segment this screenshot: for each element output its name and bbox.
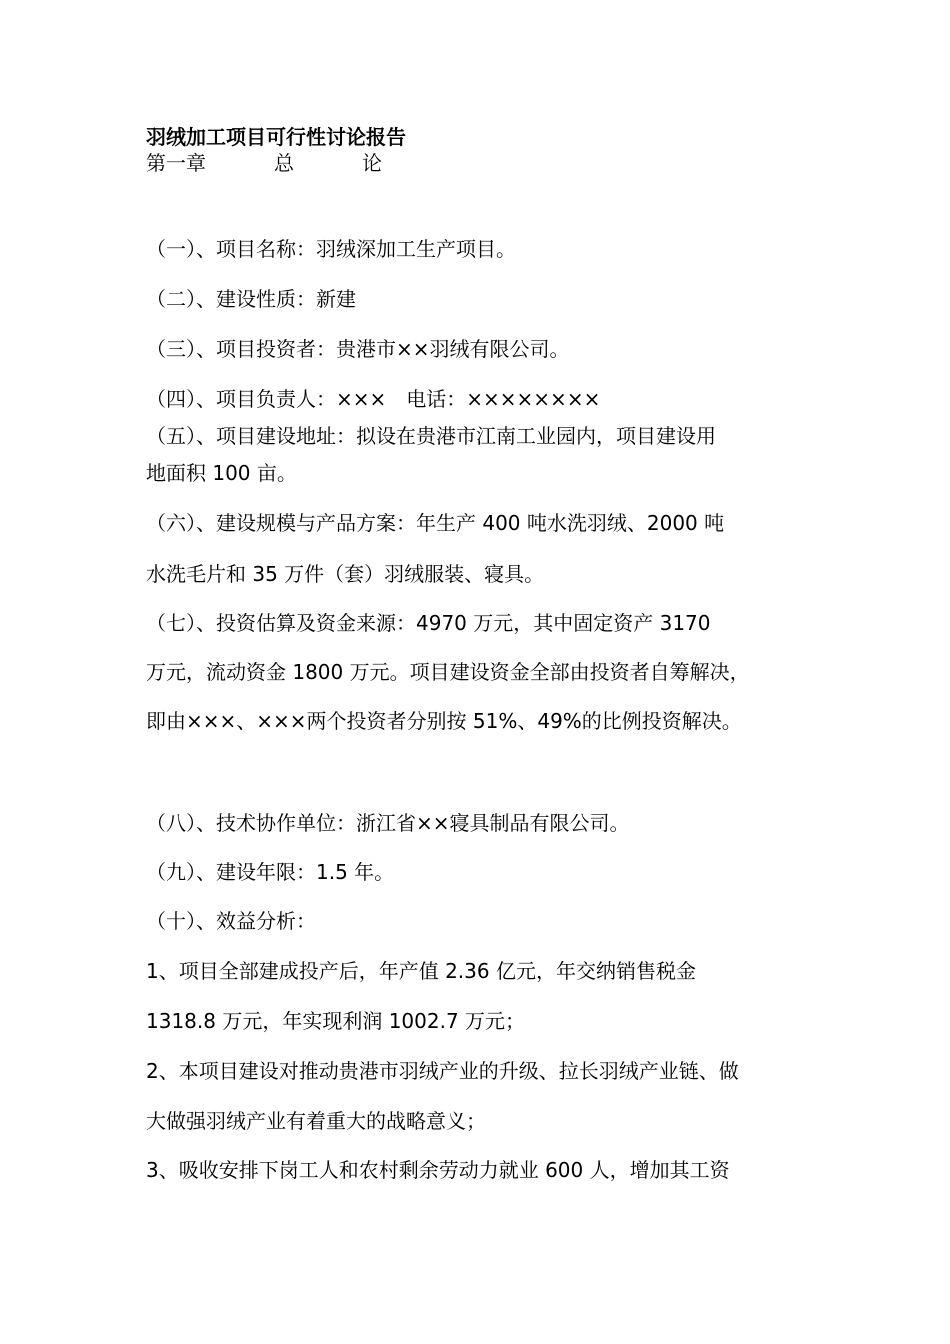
benefit-1-line2: 1318.8 万元，年实现利润 1002.7 万元； bbox=[146, 1009, 526, 1033]
chapter-name-part1: 总 bbox=[274, 151, 294, 175]
chapter-number: 第一章 bbox=[146, 151, 206, 175]
item-construction-type: （二）、建设性质：新建 bbox=[146, 287, 356, 311]
item-scale-line2: 水洗毛片和 35 万件（套）羽绒服装、寝具。 bbox=[146, 562, 545, 586]
item-duration: （九）、建设年限：1.5 年。 bbox=[146, 860, 395, 884]
item-project-name: （一）、项目名称：羽绒深加工生产项目。 bbox=[146, 237, 516, 261]
item-scale-line1: （六）、建设规模与产品方案：年生产 400 吨水洗羽绒、2000 吨 bbox=[146, 511, 725, 535]
item-investment-line1: （七）、投资估算及资金来源：4970 万元，其中固定资产 3170 bbox=[146, 611, 711, 635]
chapter-name-part2: 论 bbox=[362, 151, 382, 175]
item-investment-line3: 即由×××、×××两个投资者分别按 51%、49%的比例投资解决。 bbox=[146, 709, 742, 733]
benefit-3-line1: 3、吸收安排下岗工人和农村剩余劳动力就业 600 人，增加其工资 bbox=[146, 1158, 730, 1182]
item-investor: （三）、项目投资者：贵港市××羽绒有限公司。 bbox=[146, 337, 570, 361]
document-title: 羽绒加工项目可行性讨论报告 bbox=[146, 125, 406, 149]
item-project-leader: （四）、项目负责人：××× 电话：×××××××× bbox=[146, 387, 601, 411]
item-benefit-heading: （十）、效益分析： bbox=[146, 909, 316, 933]
benefit-2-line1: 2、本项目建设对推动贵港市羽绒产业的升级、拉长羽绒产业链、做 bbox=[146, 1059, 739, 1083]
item-site-line1: （五）、项目建设地址：拟设在贵港市江南工业园内，项目建设用 bbox=[146, 424, 716, 448]
item-tech-partner: （八）、技术协作单位：浙江省××寝具制品有限公司。 bbox=[146, 811, 630, 835]
chapter-heading bbox=[146, 150, 382, 176]
item-site-line2: 地面积 100 亩。 bbox=[146, 461, 297, 485]
item-investment-line2: 万元，流动资金 1800 万元。项目建设资金全部由投资者自筹解决， bbox=[146, 660, 750, 684]
benefit-1-line1: 1、项目全部建成投产后，年产值 2.36 亿元，年交纳销售税金 bbox=[146, 959, 696, 983]
benefit-2-line2: 大做强羽绒产业有着重大的战略意义； bbox=[146, 1109, 486, 1133]
